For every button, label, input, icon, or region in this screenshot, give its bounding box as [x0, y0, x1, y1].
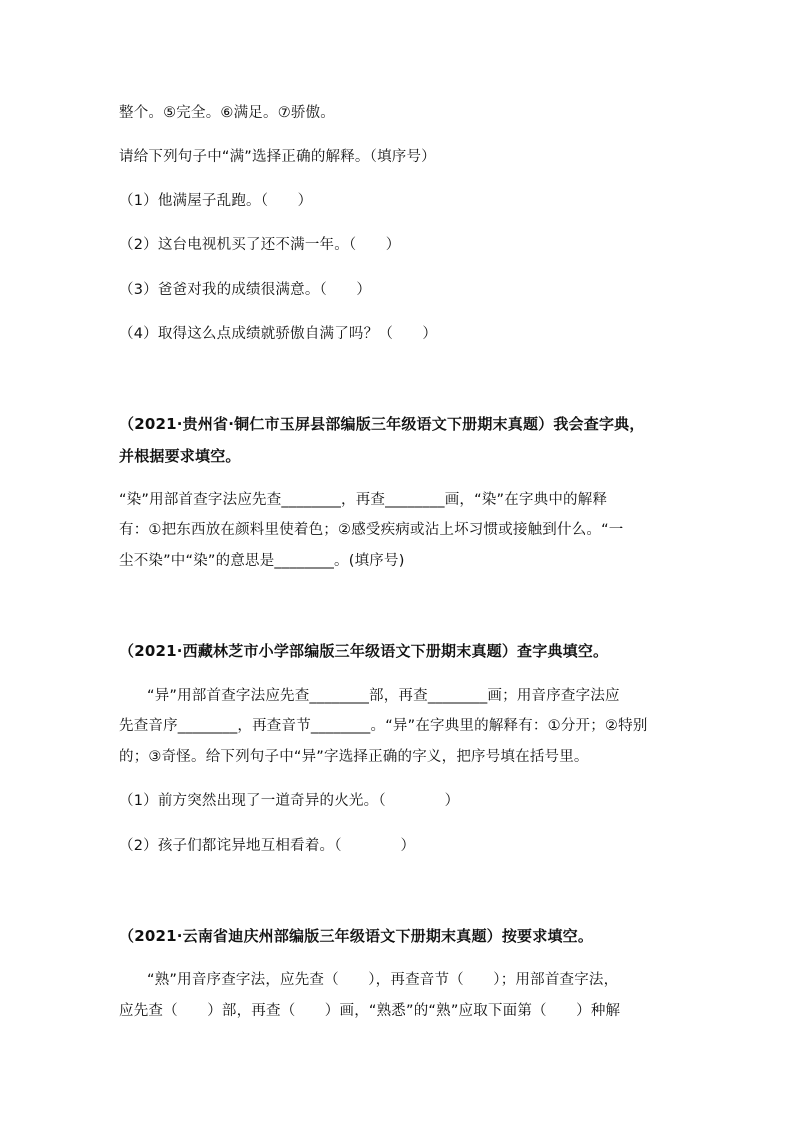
- paragraph-line: 应先查（ ）部，再查（ ）画，“熟悉”的“熟”应取下面第（ ）种解: [119, 1003, 621, 1019]
- paragraph-line: “熟”用音序查字法，应先查（ ），再查音节（ ）；用部首查字法，: [147, 972, 619, 988]
- question-item-2: （2）这台电视机买了还不满一年。（ ）: [119, 237, 401, 253]
- question-item-3: （3）爸爸对我的成绩很满意。（ ）: [119, 282, 372, 298]
- section-title: （2021·云南省迪庆州部编版三年级语文下册期末真题）按要求填空。: [119, 927, 594, 945]
- question-item-1: （1）他满屋子乱跑。（ ）: [119, 193, 313, 209]
- paragraph-line: 先查音序________，再查音节________。“异”在字典里的解释有：①分开；②特别: [119, 718, 648, 734]
- section-title-line-1: （2021·贵州省·铜仁市玉屏县部编版三年级语文下册期末真题）我会查字典，: [119, 415, 645, 433]
- definition-list-line: 整个。⑤完全。⑥满足。⑦骄傲。: [119, 105, 335, 121]
- question-item-4: （4）取得这么点成绩就骄傲自满了吗？（ ）: [119, 326, 438, 342]
- section-title-line-2: 并根据要求填空。: [119, 447, 241, 465]
- question-item-1: （1）前方突然出现了一道奇异的火光。（ ）: [119, 793, 460, 809]
- section-title: （2021·西藏林芝市小学部编版三年级语文下册期末真题）查字典填空。: [119, 642, 609, 660]
- paragraph-line: “染”用部首查字法应先查________，再查________画，“染”在字典中的解释: [119, 492, 608, 508]
- paragraph-line: 尘不染”中“染”的意思是________。(填序号): [119, 553, 405, 569]
- paragraph-line: 的；③奇怪。给下列句子中“异”字选择正确的字义，把序号填在括号里。: [119, 749, 589, 765]
- question-instruction: 请给下列句子中“满”选择正确的解释。（填序号）: [119, 149, 436, 165]
- paragraph-line: “异”用部首查字法应先查________部，再查________画；用音序查字法应: [147, 688, 620, 704]
- paragraph-line: 有：①把东西放在颜料里使着色；②感受疾病或沾上坏习惯或接触到什么。“一: [119, 522, 624, 538]
- question-item-2: （2）孩子们都诧异地互相看着。（ ）: [119, 838, 416, 854]
